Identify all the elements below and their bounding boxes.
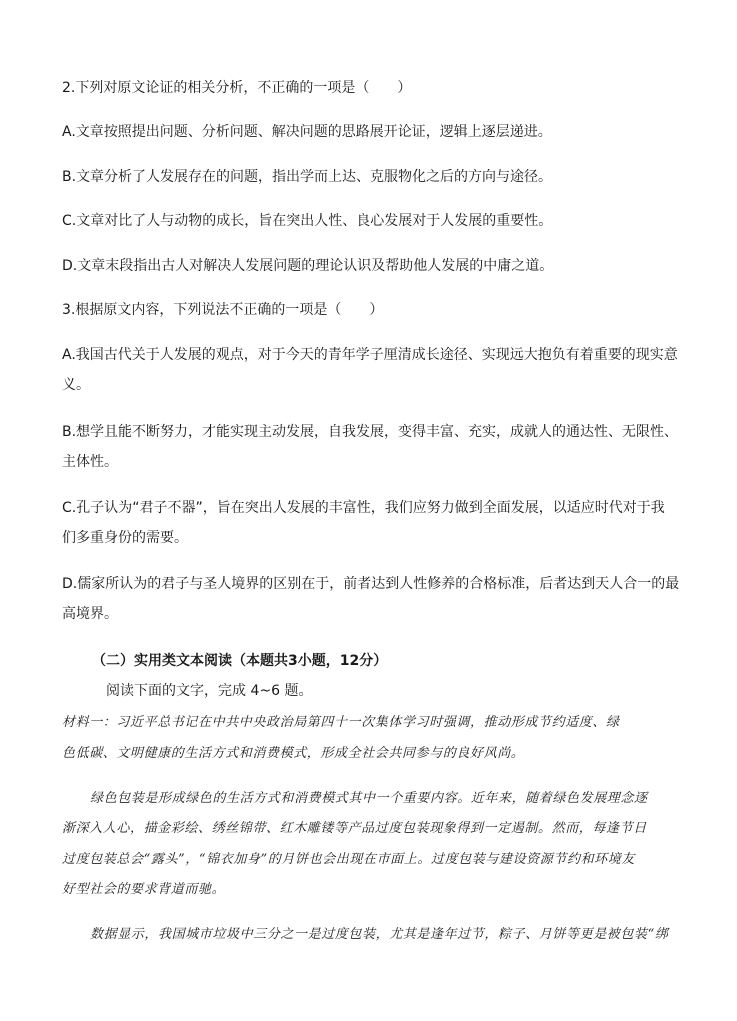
question-3-option-c-line-1: C.孔子认为“君子不器”，旨在突出人发展的丰富性，我们应努力做到全面发展，以适应时代对于我 — [62, 500, 665, 516]
question-2-option-c: C.文章对比了人与动物的成长，旨在突出人性、良心发展对于人发展的重要性。 — [62, 213, 553, 229]
material-1-paragraph-2-line-1: 绿色包装是形成绿色的生活方式和消费模式其中一个重要内容。近年来，随着绿色发展理念逐 — [90, 791, 648, 806]
question-3-option-a-line-1: A.我国古代关于人发展的观点，对于今天的青年学子厘清成长途径、实现远大抱负有着重要的现实意 — [62, 347, 678, 363]
section-2-instructions: 阅读下面的文字，完成 4~6 题。 — [106, 683, 313, 699]
material-1-paragraph-2-line-3: 过度包装总会“露头”，“锦衣加身”的月饼也会出现在市面上。过度包装与建设资源节约和环境友 — [62, 852, 635, 867]
material-1-paragraph-1-line-2: 色低碳、文明健康的生活方式和消费模式，形成全社会共同参与的良好风尚。 — [62, 746, 525, 761]
material-1-paragraph-1-line-1: 材料一：习近平总书记在中共中央政治局第四十一次集体学习时强调，推动形成节约适度、绿 — [62, 715, 620, 730]
material-1-paragraph-3-line-1: 数据显示，我国城市垃圾中三分之一是过度包装，尤其是逢年过节，粽子、月饼等更是被包装“绑 — [90, 927, 669, 942]
material-1-paragraph-2-line-2: 渐深入人心，描金彩绘、绣丝锦带、红木雕镂等产品过度包装现象得到一定遏制。然而，每逢节日 — [62, 821, 647, 836]
section-2-title: （二）实用类文本阅读（本题共3小题，12分） — [92, 653, 388, 669]
question-2-stem: 2.下列对原文论证的相关分析，不正确的一项是（ ） — [62, 80, 412, 96]
question-3-option-a-line-2: 义。 — [62, 377, 90, 393]
question-3-option-c-line-2: 们多重身份的需要。 — [62, 530, 188, 546]
question-3-option-b-line-2: 主体性。 — [62, 454, 118, 470]
question-3-stem: 3.根据原文内容，下列说法不正确的一项是（ ） — [62, 302, 384, 318]
question-3-option-b-line-1: B.想学且能不断努力，才能实现主动发展，自我发展，变得丰富、充实，成就人的通达性、无限性、 — [62, 424, 679, 440]
question-2-option-b: B.文章分析了人发展存在的问题，指出学而上达、克服物化之后的方向与途径。 — [62, 169, 553, 185]
material-1-paragraph-2-line-4: 好型社会的要求背道而驰。 — [62, 882, 226, 897]
question-2-option-a: A.文章按照提出问题、分析问题、解决问题的思路展开论证，逻辑上逐层递进。 — [62, 124, 552, 140]
question-3-option-d-line-2: 高境界。 — [62, 606, 118, 622]
question-2-option-d: D.文章末段指出古人对解决人发展问题的理论认识及帮助他人发展的中庸之道。 — [62, 258, 554, 274]
question-3-option-d-line-1: D.儒家所认为的君子与圣人境界的区别在于，前者达到人性修养的合格标准，后者达到天人合一的最 — [62, 576, 680, 592]
